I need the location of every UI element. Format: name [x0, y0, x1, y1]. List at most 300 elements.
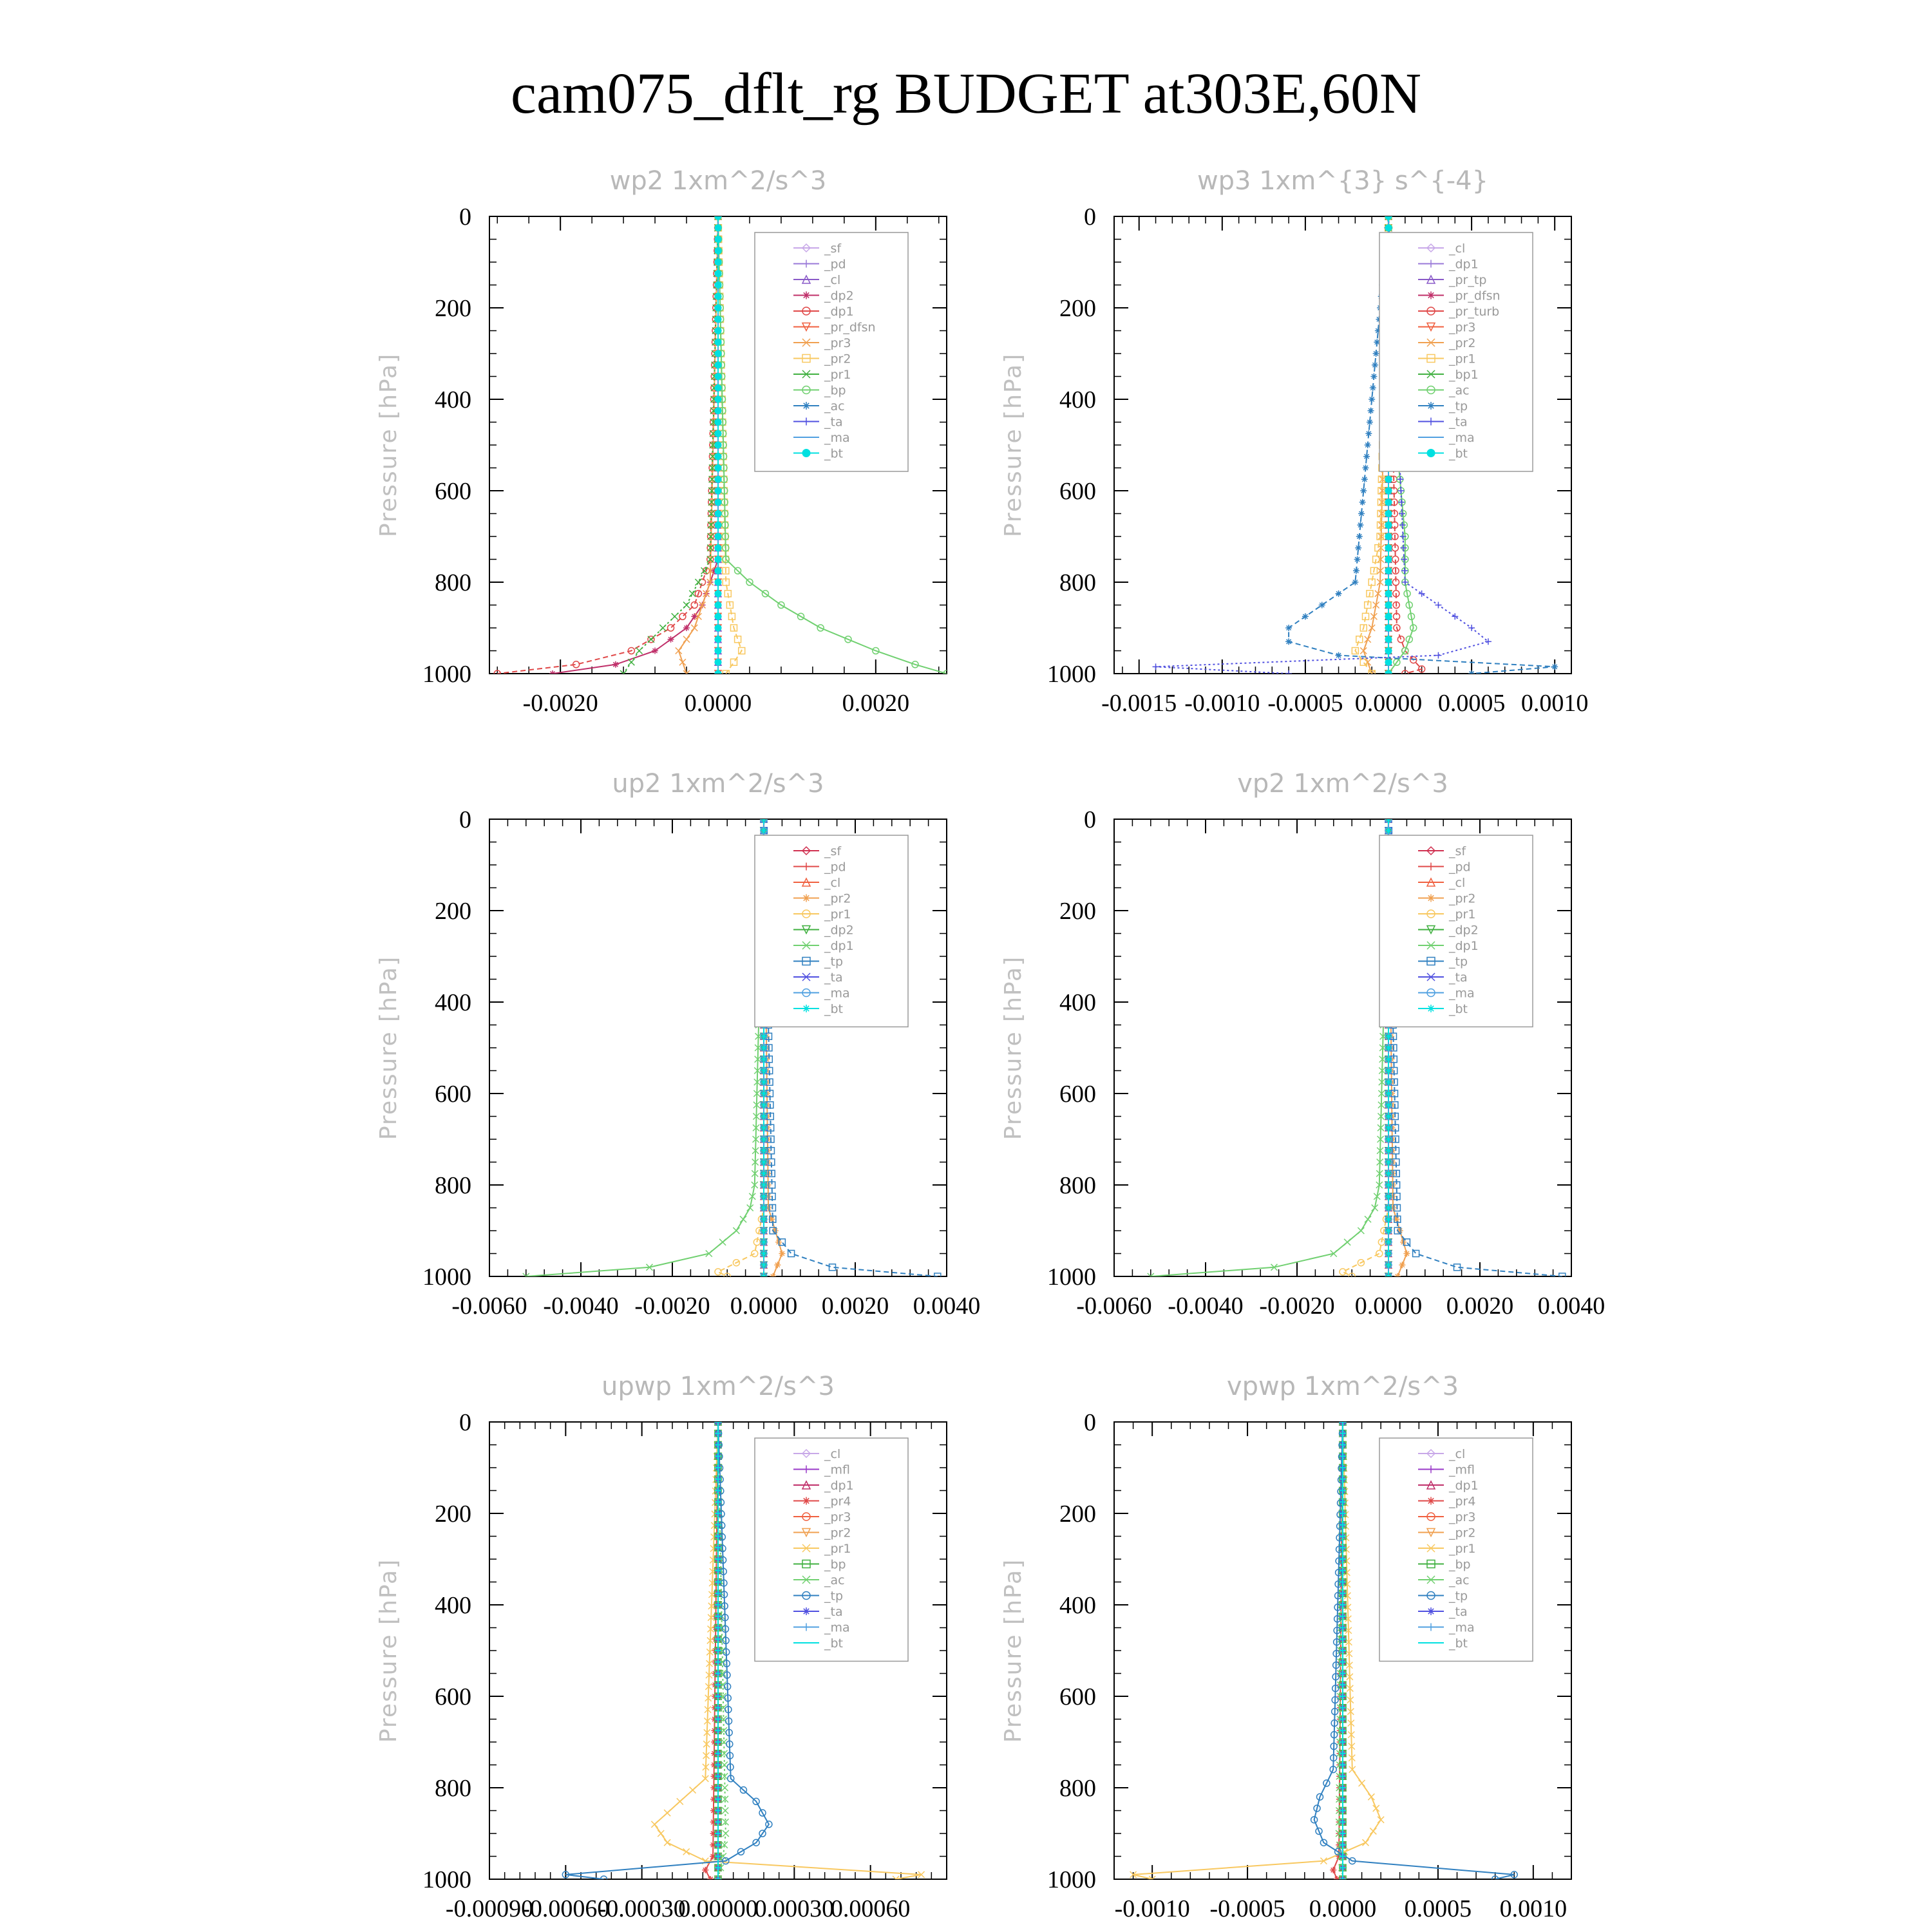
series-marker [651, 1821, 658, 1828]
legend-label: _ta [824, 415, 843, 430]
budget-panel-3 [375, 769, 980, 1320]
series-marker [658, 1830, 664, 1837]
x-tick-label: 0.00030 [754, 1895, 835, 1922]
series-marker [715, 545, 721, 551]
legend-label: _pr_dfsn [824, 320, 876, 335]
y-tick-label: 1000 [1047, 1264, 1096, 1291]
x-tick-label: 0.0020 [1446, 1293, 1514, 1320]
series-marker [715, 396, 721, 402]
series-marker [1365, 430, 1372, 437]
y-tick-label: 0 [459, 1409, 471, 1436]
series-marker [1385, 488, 1392, 494]
legend [755, 232, 908, 471]
series-marker [1319, 602, 1325, 609]
x-tick-label: -0.00060 [522, 1895, 610, 1922]
legend-label: _dp1 [824, 939, 854, 953]
x-tick-label: -0.0020 [522, 690, 598, 717]
legend-label: _cl [1449, 1447, 1466, 1461]
x-tick-label: -0.0060 [1076, 1293, 1152, 1320]
series-marker [715, 225, 721, 231]
series-marker [715, 282, 721, 289]
series-marker [1385, 1205, 1392, 1211]
series-marker [1370, 384, 1376, 391]
legend-label: _pr2 [1449, 891, 1476, 906]
legend-label: _pr1 [824, 368, 851, 382]
series-line-dp2 [553, 216, 718, 674]
series-marker [761, 828, 767, 834]
legend-label: _pr_tp [1449, 273, 1487, 287]
series-marker [715, 499, 721, 506]
series-marker [779, 1251, 785, 1257]
legend-label: _mfl [1449, 1463, 1475, 1477]
panels-container [375, 166, 1605, 1922]
series-marker [683, 625, 690, 631]
y-tick-label: 200 [435, 1501, 471, 1528]
series-marker [715, 591, 721, 597]
legend-marker [1427, 1497, 1435, 1505]
legend [1379, 835, 1533, 1027]
legend-label: _ac [824, 399, 845, 413]
legend-label: _bt [1449, 1636, 1468, 1651]
legend-label: _pr3 [1449, 1510, 1476, 1524]
series-marker [1385, 533, 1392, 540]
series-marker [691, 602, 697, 609]
legend-label: _ma [824, 986, 850, 1001]
series-marker [1385, 1136, 1392, 1142]
series-marker [715, 293, 721, 299]
y-tick-label: 400 [1059, 1592, 1096, 1619]
budget-panel-2 [1000, 166, 1588, 717]
series-marker [761, 1136, 767, 1142]
y-tick-label: 400 [1059, 386, 1096, 413]
series-marker [761, 1159, 767, 1166]
series-marker [1385, 1045, 1392, 1051]
series-marker [1336, 591, 1342, 597]
series-marker [715, 328, 721, 334]
series-marker [1376, 1251, 1383, 1257]
series-marker [664, 1810, 670, 1816]
legend-label: _dp1 [1449, 939, 1479, 953]
series-marker [668, 625, 674, 631]
series-marker [715, 1269, 721, 1275]
y-axis-label: Pressure [hPa] [1000, 955, 1027, 1141]
y-tick-label: 0 [1084, 204, 1096, 231]
series-marker [1385, 1239, 1392, 1245]
series-marker [715, 430, 721, 437]
series-marker [715, 419, 721, 426]
series-marker [1468, 625, 1475, 631]
series-marker [761, 1216, 767, 1222]
series-marker [683, 636, 690, 643]
series-marker [761, 1239, 767, 1245]
x-tick-label: 0.0010 [1499, 1895, 1567, 1922]
legend-label: _ac [1449, 1573, 1470, 1587]
series-marker [683, 602, 690, 609]
series-marker [1385, 1079, 1392, 1085]
series-marker [1385, 522, 1392, 528]
y-tick-label: 800 [1059, 569, 1096, 596]
legend [755, 835, 908, 1027]
series-marker [761, 1170, 767, 1177]
series-marker [1385, 1056, 1392, 1063]
legend-label: _dp2 [824, 289, 854, 303]
series-marker [1285, 625, 1292, 631]
legend-label: _sf [1449, 844, 1466, 858]
series-marker [1352, 579, 1358, 585]
series-marker [1385, 828, 1392, 834]
series-marker [1399, 511, 1405, 517]
y-tick-label: 600 [435, 478, 471, 505]
series-marker [715, 613, 721, 620]
legend-marker [1427, 402, 1435, 410]
legend-label: _tp [824, 954, 844, 969]
series-marker [761, 1056, 767, 1063]
y-tick-label: 600 [1059, 478, 1096, 505]
legend-label: _cl [1449, 876, 1466, 890]
series-marker [761, 1068, 767, 1074]
series-marker [1336, 652, 1342, 659]
series-marker [715, 579, 721, 585]
x-tick-label: 0.0000 [1309, 1895, 1377, 1922]
legend-label: _ma [824, 431, 850, 445]
series-marker [1385, 625, 1392, 631]
y-tick-label: 200 [1059, 1501, 1096, 1528]
legend [1379, 1438, 1533, 1662]
legend-label: _ma [824, 1620, 850, 1635]
series-marker [774, 1262, 781, 1268]
legend-label: _dp2 [1449, 923, 1479, 938]
series-marker [1285, 638, 1292, 645]
series-marker [1385, 1090, 1392, 1097]
budget-panel-5 [375, 1372, 947, 1922]
y-tick-label: 600 [1059, 1081, 1096, 1108]
series-marker [690, 1787, 696, 1794]
legend-label: _pr2 [1449, 1526, 1476, 1540]
x-tick-label: 0.0005 [1437, 690, 1506, 717]
series-marker [1358, 1227, 1364, 1234]
series-marker [761, 1205, 767, 1211]
series-marker [1365, 1216, 1371, 1222]
legend-marker [802, 450, 810, 457]
panel-title: vp2 1xm^2/s^3 [1237, 769, 1448, 799]
series-marker [1385, 225, 1392, 231]
y-tick-label: 400 [435, 386, 471, 413]
y-tick-label: 600 [1059, 1683, 1096, 1710]
figure-title: cam075_dflt_rg BUDGET at303E,60N [511, 62, 1421, 126]
series-marker [1356, 636, 1363, 643]
series-marker [1372, 362, 1378, 368]
series-marker [1355, 545, 1361, 551]
series-marker [668, 636, 674, 643]
series-marker [1363, 453, 1370, 460]
panel-title: upwp 1xm^2/s^3 [601, 1372, 835, 1401]
series-marker [659, 625, 666, 631]
y-tick-label: 600 [435, 1081, 471, 1108]
legend-label: _pr4 [1449, 1494, 1476, 1509]
series-marker [1368, 396, 1375, 402]
series-marker [1344, 1239, 1350, 1245]
series-marker [715, 625, 721, 631]
series-marker [1360, 648, 1367, 654]
series-marker [715, 659, 721, 665]
series-marker [715, 453, 721, 460]
legend-label: _tp [1449, 399, 1468, 413]
series-marker [761, 1182, 767, 1188]
series-marker [691, 625, 697, 631]
legend-label: _pr1 [1449, 352, 1476, 366]
x-tick-label: -0.0005 [1209, 1895, 1285, 1922]
series-marker [1368, 1794, 1374, 1800]
series-marker [1385, 1227, 1392, 1234]
series-marker [1435, 602, 1441, 609]
series-marker [1551, 663, 1558, 670]
series-marker [715, 567, 721, 574]
legend-label: _pr3 [1449, 320, 1476, 335]
series-marker [740, 1216, 746, 1222]
series-marker [761, 1262, 767, 1268]
y-axis-label: Pressure [hPa] [1000, 1558, 1027, 1743]
series-marker [1368, 408, 1374, 414]
x-tick-label: 0.0000 [730, 1293, 798, 1320]
series-marker [1397, 636, 1404, 643]
legend-marker [802, 1607, 810, 1615]
series-marker [1361, 476, 1368, 482]
legend-label: _pr4 [824, 1494, 851, 1509]
series-marker [1403, 1251, 1410, 1257]
y-tick-label: 1000 [422, 661, 471, 688]
x-tick-label: 0.0040 [913, 1293, 981, 1320]
series-marker [1385, 213, 1392, 220]
series-marker [1385, 659, 1392, 665]
series-marker [1370, 1828, 1376, 1834]
legend-label: _dp1 [824, 305, 854, 319]
series-marker [677, 1798, 683, 1804]
legend-label: _pr1 [1449, 1542, 1476, 1556]
legend-marker [1427, 1607, 1435, 1615]
y-tick-label: 800 [1059, 1172, 1096, 1199]
y-axis-label: Pressure [hPa] [1000, 352, 1027, 538]
legend-label: _cl [824, 876, 841, 890]
series-marker [652, 648, 658, 654]
legend-label: _pd [1449, 860, 1471, 875]
legend-marker [802, 895, 810, 902]
series-marker [1385, 1262, 1392, 1268]
series-marker [761, 1113, 767, 1120]
series-marker [1385, 1159, 1392, 1166]
y-tick-label: 400 [435, 989, 471, 1016]
x-tick-label: -0.0020 [634, 1293, 710, 1320]
series-marker [1353, 567, 1359, 574]
y-tick-label: 600 [435, 1683, 471, 1710]
panel-title: vpwp 1xm^2/s^3 [1226, 1372, 1459, 1401]
series-marker [761, 816, 767, 822]
series-marker [1385, 1182, 1392, 1188]
series-marker [612, 661, 619, 668]
series-line-tp [565, 1422, 769, 1879]
series-marker [733, 1227, 739, 1234]
series-marker [715, 442, 721, 448]
legend-label: _ac [824, 1573, 845, 1587]
series-marker [1385, 1068, 1392, 1074]
y-tick-label: 800 [435, 1775, 471, 1802]
series-marker [752, 1251, 758, 1257]
y-tick-label: 1000 [422, 1264, 471, 1291]
series-marker [715, 339, 721, 345]
x-tick-label: -0.0005 [1267, 690, 1343, 717]
series-marker [1385, 1113, 1392, 1120]
series-marker [1358, 511, 1365, 517]
y-tick-label: 0 [1084, 1409, 1096, 1436]
series-marker [761, 1251, 767, 1257]
y-tick-label: 400 [1059, 989, 1096, 1016]
series-marker [695, 579, 701, 585]
series-marker [1385, 499, 1392, 506]
series-marker [1302, 613, 1309, 620]
legend-label: _ta [1449, 415, 1468, 430]
series-marker [636, 648, 643, 654]
series-marker [722, 1785, 728, 1791]
x-tick-label: 0.0000 [684, 690, 752, 717]
legend-label: _bp1 [1449, 368, 1479, 382]
x-tick-label: 0.0040 [1537, 1293, 1605, 1320]
legend-label: _pr1 [824, 907, 851, 922]
series-marker [1385, 1033, 1392, 1039]
series-marker [1285, 670, 1292, 677]
panel-title: up2 1xm^2/s^3 [612, 769, 824, 799]
legend-label: _dp2 [824, 923, 854, 938]
series-marker [648, 636, 654, 643]
legend-label: _pr3 [824, 1510, 851, 1524]
series-marker [1435, 652, 1441, 659]
series-line-dp1 [497, 216, 718, 674]
legend-label: _pr_turb [1449, 305, 1500, 319]
legend-label: _cl [824, 273, 841, 287]
legend-marker [802, 402, 810, 410]
series-marker [664, 1839, 670, 1846]
series-marker [1385, 511, 1392, 517]
series-marker [761, 1148, 767, 1154]
legend-label: _pd [824, 860, 846, 875]
series-marker [761, 1079, 767, 1085]
legend-label: _pr3 [824, 336, 851, 350]
legend-label: _sf [824, 844, 842, 858]
y-tick-label: 0 [459, 204, 471, 231]
series-marker [761, 1273, 767, 1280]
legend-label: _bt [824, 1636, 844, 1651]
series-marker [715, 236, 721, 243]
x-tick-label: -0.0020 [1259, 1293, 1335, 1320]
legend-label: _tp [1449, 954, 1468, 969]
series-marker [761, 1102, 767, 1108]
series-marker [715, 602, 721, 609]
series-marker [715, 270, 721, 277]
series-marker [1385, 591, 1392, 597]
series-marker [1340, 1269, 1346, 1275]
budget-panel-6 [1000, 1372, 1571, 1922]
series-marker [1385, 613, 1392, 620]
series-marker [707, 1876, 714, 1882]
legend-label: _tp [824, 1589, 844, 1604]
series-marker [1385, 545, 1392, 551]
series-marker [761, 1090, 767, 1097]
legend-label: _pd [824, 257, 846, 272]
legend-label: _ma [1449, 1620, 1475, 1635]
series-line-dp1 [526, 819, 764, 1276]
series-marker [683, 1848, 690, 1855]
series-marker [715, 362, 721, 368]
series-marker [722, 1808, 728, 1814]
legend-label: _pr2 [824, 891, 851, 906]
series-marker [1385, 556, 1392, 563]
series-marker [715, 533, 721, 540]
series-marker [1385, 567, 1392, 574]
x-tick-label: 0.0010 [1520, 690, 1589, 717]
legend-label: _ma [1449, 986, 1475, 1001]
series-line-dp1 [1151, 819, 1388, 1276]
series-marker [715, 305, 721, 311]
series-marker [1401, 556, 1407, 563]
legend [755, 1438, 908, 1662]
series-marker [761, 1193, 767, 1200]
series-marker [1385, 1148, 1392, 1154]
y-axis-label: Pressure [hPa] [375, 1558, 402, 1743]
series-marker [672, 613, 678, 620]
legend-label: _ma [1449, 431, 1475, 445]
x-tick-label: 0.0000 [1354, 1293, 1423, 1320]
legend-label: _pr2 [824, 352, 851, 366]
y-tick-label: 200 [435, 295, 471, 322]
series-marker [1385, 1124, 1392, 1131]
series-marker [1373, 1805, 1379, 1812]
series-marker [1394, 1273, 1401, 1280]
x-tick-label: -0.0010 [1114, 1895, 1190, 1922]
series-marker [1385, 636, 1392, 643]
series-marker [1399, 1262, 1405, 1268]
series-marker [1363, 1839, 1369, 1846]
legend-marker [1427, 895, 1435, 902]
series-marker [1359, 1780, 1365, 1786]
series-marker [628, 659, 634, 665]
series-marker [715, 511, 721, 517]
series-marker [1360, 488, 1367, 494]
panel-title: wp2 1xm^2/s^3 [609, 166, 827, 196]
x-tick-label: 0.00060 [830, 1895, 911, 1922]
series-marker [735, 636, 741, 643]
x-tick-label: -0.00090 [445, 1895, 534, 1922]
legend-marker [1427, 292, 1435, 299]
series-marker [761, 1033, 767, 1039]
legend-marker [802, 1497, 810, 1505]
legend-marker [1427, 450, 1435, 457]
legend-label: _ta [824, 971, 843, 985]
legend-label: _bp [1449, 1557, 1471, 1572]
panel-title: wp3 1xm^{3} s^{-4} [1197, 166, 1489, 196]
series-marker [1385, 1216, 1392, 1222]
x-tick-label: -0.0015 [1101, 690, 1177, 717]
legend-label: _dp1 [1449, 257, 1479, 272]
legend-label: _pr1 [824, 1542, 851, 1556]
legend-marker [802, 1005, 810, 1012]
y-tick-label: 800 [435, 1172, 471, 1199]
series-marker [1385, 816, 1392, 822]
series-marker [1385, 1170, 1392, 1177]
series-marker [1385, 670, 1392, 677]
series-marker [715, 408, 721, 414]
legend-label: _bt [824, 1002, 844, 1016]
series-marker [715, 522, 721, 528]
series-marker [676, 648, 682, 654]
y-tick-label: 800 [435, 569, 471, 596]
